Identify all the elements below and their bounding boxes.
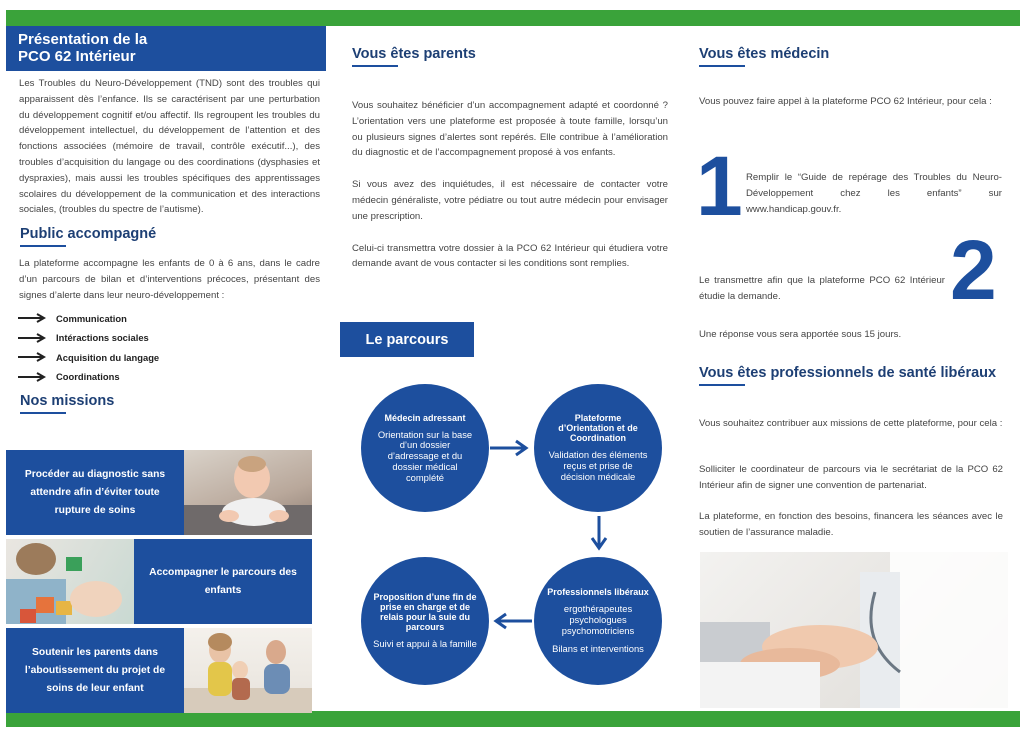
step-title: Médecin adressant bbox=[384, 412, 466, 423]
arrow-down-icon bbox=[589, 514, 609, 554]
step-description: Orientation sur la base d’un dossier d’adressage et du dossier médical complété bbox=[377, 428, 473, 483]
column-medecin bbox=[696, 26, 1008, 110]
arrow-right-icon bbox=[18, 352, 46, 362]
step-description: Suivi et appui à la famille bbox=[373, 638, 477, 650]
parents-title: Vous êtes parents bbox=[352, 46, 552, 67]
step-1-text: Remplir le “Guide de repérage des Troubles du Neuro-Développement chez les enfants” sur www.handicap.gouv.fr. bbox=[746, 172, 1002, 215]
mission-text: Procéder au diagnostic sans attendre afin d’éviter toute rupture de soins bbox=[6, 450, 184, 535]
mission-text: Accompagner le parcours des enfants bbox=[134, 539, 312, 624]
step-number-2: 2 bbox=[950, 223, 997, 317]
step-description: ergothérapeutes psychologues psychomotriciens bbox=[561, 602, 635, 636]
presentation-title: Présentation de la PCO 62 Intérieur bbox=[6, 26, 326, 71]
parcours-heading: Le parcours bbox=[340, 322, 474, 357]
mission-text: Soutenir les parents dans l’aboutissement du projet de soins de leur enfant bbox=[6, 628, 184, 713]
mission-card-accompagner bbox=[6, 539, 312, 624]
pro-paragraph-1: Vous souhaitez contribuer aux missions de cette plateforme, pour cela : bbox=[699, 418, 1003, 429]
baby-photo bbox=[184, 450, 312, 535]
public-list bbox=[6, 309, 320, 387]
family-illustration bbox=[184, 628, 312, 713]
public-paragraph: La plateforme accompagne les enfants de 0 à 6 ans, dans le cadre d’un parcours de bilan et d’interventions précoces, présentant des signes d’alerte dans leur neuro-développement : bbox=[19, 258, 320, 301]
list-item: Intéractions sociales bbox=[6, 328, 320, 348]
response-delay: Une réponse vous sera apportée sous 15 jours. bbox=[699, 329, 902, 340]
step-professionnels bbox=[534, 557, 662, 685]
parents-paragraph-3: Celui-ci transmettra votre dossier à la PCO 62 Intérieur qui étudiera votre demande avant de vous contacter si les conditions sont remplies. bbox=[352, 242, 668, 270]
step-description-2: Bilans et interventions bbox=[552, 643, 644, 655]
pro-paragraph-2: Solliciter le coordinateur de parcours via le secrétariat de la PCO 62 Intérieur afin de signer une convention de partenariat. bbox=[699, 464, 1003, 491]
step-title: Proposition d’une fin de prise en charge et de relais pour la suie du parcours bbox=[373, 592, 477, 633]
top-green-band bbox=[6, 10, 1020, 26]
bottom-green-band bbox=[6, 711, 1020, 727]
family-photo bbox=[184, 628, 312, 713]
list-item: Communication bbox=[6, 309, 320, 329]
parents-paragraph-2: Si vous avez des inquiétudes, il est nécessaire de contacter votre médecin généraliste, votre pédiatre ou tout autre médecin pour envisager une prescription. bbox=[352, 179, 668, 222]
baby-illustration bbox=[184, 450, 312, 535]
arrow-right-icon bbox=[488, 438, 532, 458]
list-item: Coordinations bbox=[6, 367, 320, 387]
medecin-title: Vous êtes médecin bbox=[699, 46, 899, 67]
step-proposition bbox=[361, 557, 489, 685]
arrow-right-icon bbox=[18, 313, 46, 323]
arrow-right-icon bbox=[18, 372, 46, 382]
mission-card-diagnostic bbox=[6, 450, 312, 535]
arrow-right-icon bbox=[18, 333, 46, 343]
children-play-photo bbox=[6, 539, 134, 624]
doctor-hands-illustration bbox=[700, 552, 1008, 708]
play-blocks-illustration bbox=[6, 539, 134, 624]
column-presentation bbox=[6, 26, 320, 414]
intro-paragraph: Les Troubles du Neuro-Développement (TND) sont des troubles qui apparaissent dès l’enfance. Ils se caractérisent par une perturbation du développement cognitif et/ou affectif. Ils regroupent les troubles du développement intellectuel, du développement de l’attention et des fonctions associées (mémoire de travail, contrôle exécutif...), des troubles d’acquisition du langage ou des coordinations (dysphasies et dyspraxies), mais aussi les troubles spécifiques des apprentissages scolaires du développement de la communication et des interactions sociales, (troubles du spectre de l’autisme). bbox=[19, 78, 320, 216]
step-number-1: 1 bbox=[696, 139, 743, 233]
public-title: Public accompagné bbox=[20, 226, 220, 247]
list-item: Acquisition du langage bbox=[6, 348, 320, 368]
step-2-text: Le transmettre afin que la plateforme PCO 62 Intérieur étudie la demande. bbox=[699, 275, 945, 302]
step-plateforme bbox=[534, 384, 662, 512]
medecin-intro: Vous pouvez faire appel à la plateforme PCO 62 Intérieur, pour cela : bbox=[699, 96, 992, 107]
step-title: Plateforme d’Orientation et de Coordination bbox=[558, 413, 638, 444]
step-title: Professionnels libéraux bbox=[547, 586, 649, 597]
arrow-left-icon bbox=[490, 611, 534, 631]
step-medecin-adressant bbox=[361, 384, 489, 512]
step-description: Validation des éléments reçus et prise de décision médicale bbox=[548, 449, 648, 482]
column-parents bbox=[340, 26, 672, 272]
mission-card-soutenir bbox=[6, 628, 312, 713]
doctor-hands-photo bbox=[700, 552, 1008, 708]
missions-title: Nos missions bbox=[20, 393, 220, 414]
pro-title: Vous êtes professionnels de santé libéraux bbox=[699, 365, 1009, 386]
pro-paragraph-3: La plateforme, en fonction des besoins, financera les séances avec le soutien de l’assurance maladie. bbox=[699, 511, 1003, 538]
parents-paragraph-1: Vous souhaitez bénéficier d’un accompagnement adapté et coordonné ? L’orientation vers une plateforme est proposée à toute famille, lorsqu’un ou plusieurs signes d’alertes sont repérés. Elle contribue à l’amélioration du diagnostic et de l’accompagnement proposé à vos enfants. bbox=[352, 100, 668, 159]
